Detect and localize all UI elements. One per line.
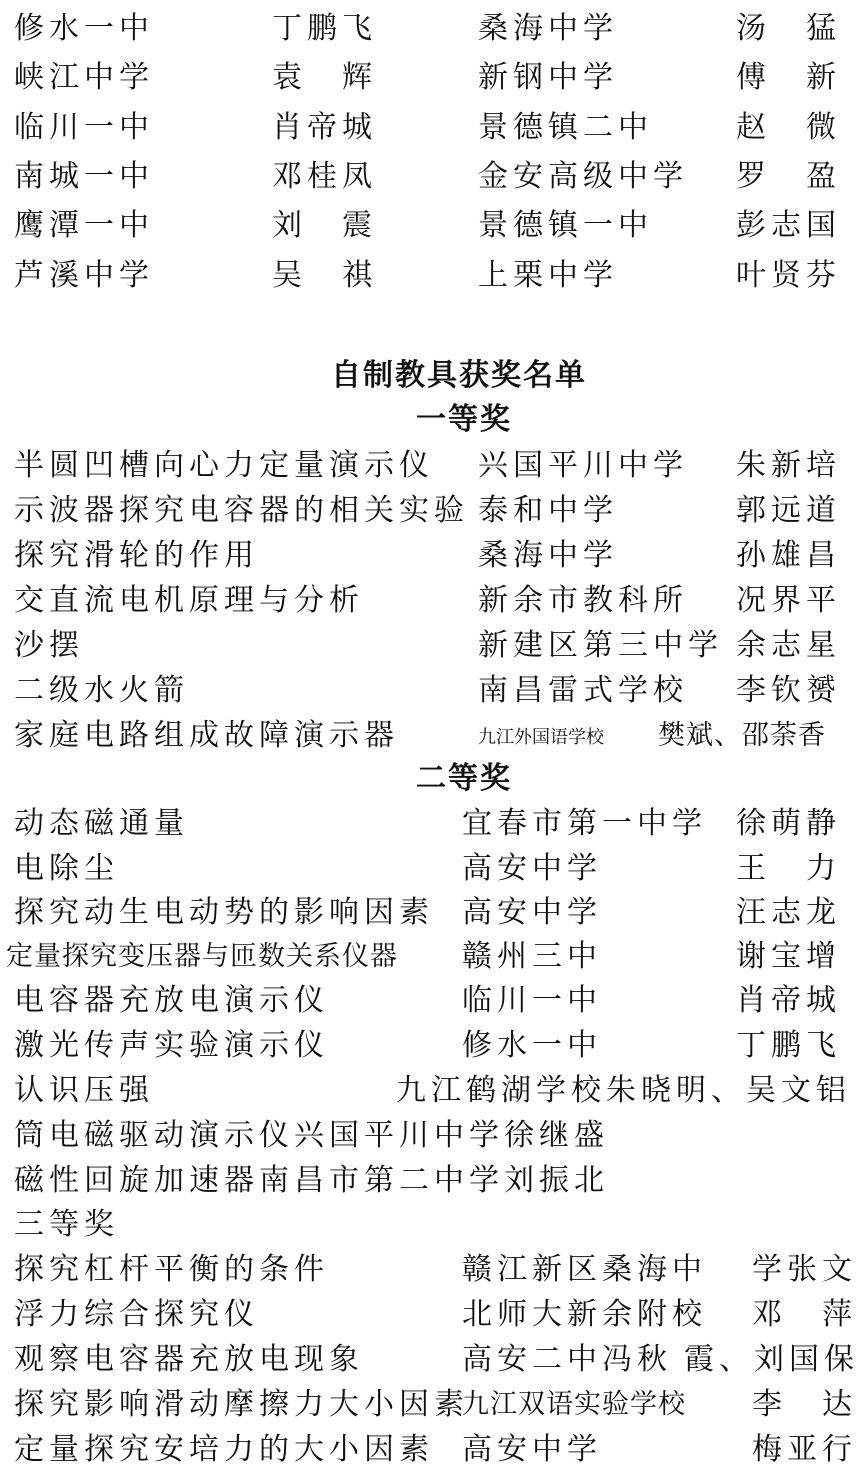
school-name: 新钢中学: [478, 60, 618, 95]
teacher-name: 吴 祺: [272, 258, 377, 293]
entry-title: 探究动生电动势的影响因素: [14, 895, 434, 930]
teacher-name: 郭远道: [736, 493, 841, 528]
school-name: 高安中学: [462, 851, 602, 886]
teacher-name: 彭志国: [736, 208, 841, 243]
teacher-name: 袁 辉: [272, 60, 377, 95]
teacher-name: 肖帝城: [272, 110, 377, 145]
school-name: 高安中学: [462, 895, 602, 930]
teacher-name: 况界平: [736, 583, 841, 618]
teacher-name: 邓桂凤: [272, 159, 377, 194]
entry-title: 定量探究变压器与匝数关系仪器: [6, 941, 398, 972]
entry-title: 探究滑轮的作用: [14, 538, 259, 573]
first-prize-heading: 一等奖: [416, 402, 512, 437]
school-name: 上栗中学: [478, 258, 618, 293]
teacher-name: 谢宝增: [736, 939, 841, 974]
school-name: 景德镇一中: [478, 208, 653, 243]
teacher-name: 叶贤芬: [736, 258, 841, 293]
entry-title: 家庭电路组成故障演示器: [14, 718, 399, 753]
second-prize-heading: 二等奖: [416, 761, 512, 796]
teacher-name: 朱新培: [736, 448, 841, 483]
teacher-name: 傅 新: [736, 60, 841, 95]
school-name: 九江双语实验学校: [462, 1389, 686, 1420]
school-name: 北师大新余附校: [462, 1297, 707, 1332]
teacher-name: 余志星: [736, 628, 841, 663]
teacher-name: 樊斌、邵荼香: [658, 720, 826, 751]
entry-title: 认识压强: [14, 1073, 154, 1108]
teacher-name: 汤 猛: [736, 11, 841, 46]
entry-title: 电容器充放电演示仪: [14, 983, 329, 1018]
school-name: 鹰潭一中: [14, 208, 154, 243]
entry-title: 定量探究安培力的大小因素: [14, 1432, 434, 1467]
school-name: 九江外国语学校: [478, 727, 604, 748]
school-name: 高安二中冯秋: [462, 1342, 672, 1377]
school-name: 高安中学: [462, 1432, 602, 1467]
school-name: 宜春市第一中学: [462, 806, 707, 841]
school-name: 赣江新区桑海中: [462, 1252, 707, 1287]
teacher-name: 徐萌静: [736, 806, 841, 841]
entry-title: 电除尘: [14, 851, 119, 886]
entry-title: 探究影响滑动摩擦力大小因素: [14, 1387, 469, 1422]
school-name: 南城一中: [14, 159, 154, 194]
teacher-name: 李钦赟: [736, 673, 841, 708]
entry-title: 沙摆: [14, 628, 84, 663]
school-name: 桑海中学: [478, 11, 618, 46]
teacher-name: 赵 微: [736, 110, 841, 145]
teacher-name: 邓 萍: [752, 1297, 857, 1332]
teacher-name: 罗 盈: [736, 159, 841, 194]
school-name: 修水一中: [14, 11, 154, 46]
teacher-name: 丁鹏飞: [736, 1028, 841, 1063]
teacher-name: 丁鹏飞: [272, 11, 377, 46]
list-item: 筒电磁驱动演示仪兴国平川中学徐继盛: [14, 1118, 609, 1153]
teacher-name: 孙雄昌: [736, 538, 841, 573]
school-name: 赣州三中: [462, 939, 602, 974]
school-name: 新建区第三中学: [478, 628, 723, 663]
entry-title: 探究杠杆平衡的条件: [14, 1252, 329, 1287]
school-name: 临川一中: [14, 110, 154, 145]
entry-title: 浮力综合探究仪: [14, 1297, 259, 1332]
entry-title: 观察电容器充放电现象: [14, 1342, 364, 1377]
entry-title: 激光传声实验演示仪: [14, 1028, 329, 1063]
school-name: 芦溪中学: [14, 258, 154, 293]
list-item: 磁性回旋加速器南昌市第二中学刘振北: [14, 1163, 609, 1198]
school-name: 桑海中学: [478, 538, 618, 573]
teacher-name: 梅亚行: [752, 1432, 857, 1467]
school-name: 兴国平川中学: [478, 448, 688, 483]
school-name: 南昌雷式学校: [478, 673, 688, 708]
teacher-name: 汪志龙: [736, 895, 841, 930]
teacher-name: 肖帝城: [736, 983, 841, 1018]
teacher-name: 李 达: [752, 1387, 857, 1422]
third-prize-heading: 三等奖: [14, 1207, 119, 1242]
school-name: 修水一中: [462, 1028, 602, 1063]
school-name: 金安高级中学: [478, 159, 688, 194]
entry-title: 交直流电机原理与分析: [14, 583, 364, 618]
school-name: 景德镇二中: [478, 110, 653, 145]
entry-title: 半圆凹槽向心力定量演示仪: [14, 448, 434, 483]
entry-title: 二级水火箭: [14, 673, 189, 708]
teacher-name: 王 力: [736, 851, 841, 886]
teacher-name: 霞、刘国保: [684, 1342, 859, 1377]
teacher-name: 学张文: [752, 1252, 857, 1287]
school-and-teacher: 九江鹤湖学校朱晓明、吴文铝: [396, 1073, 851, 1108]
school-name: 新余市教科所: [478, 583, 688, 618]
entry-title: 示波器探究电容器的相关实验: [14, 493, 469, 528]
school-name: 泰和中学: [478, 493, 618, 528]
school-name: 临川一中: [462, 983, 602, 1018]
teacher-name: 刘 震: [272, 208, 377, 243]
section-title: 自制教具获奖名单: [331, 358, 587, 393]
entry-title: 动态磁通量: [14, 806, 189, 841]
school-name: 峡江中学: [14, 60, 154, 95]
